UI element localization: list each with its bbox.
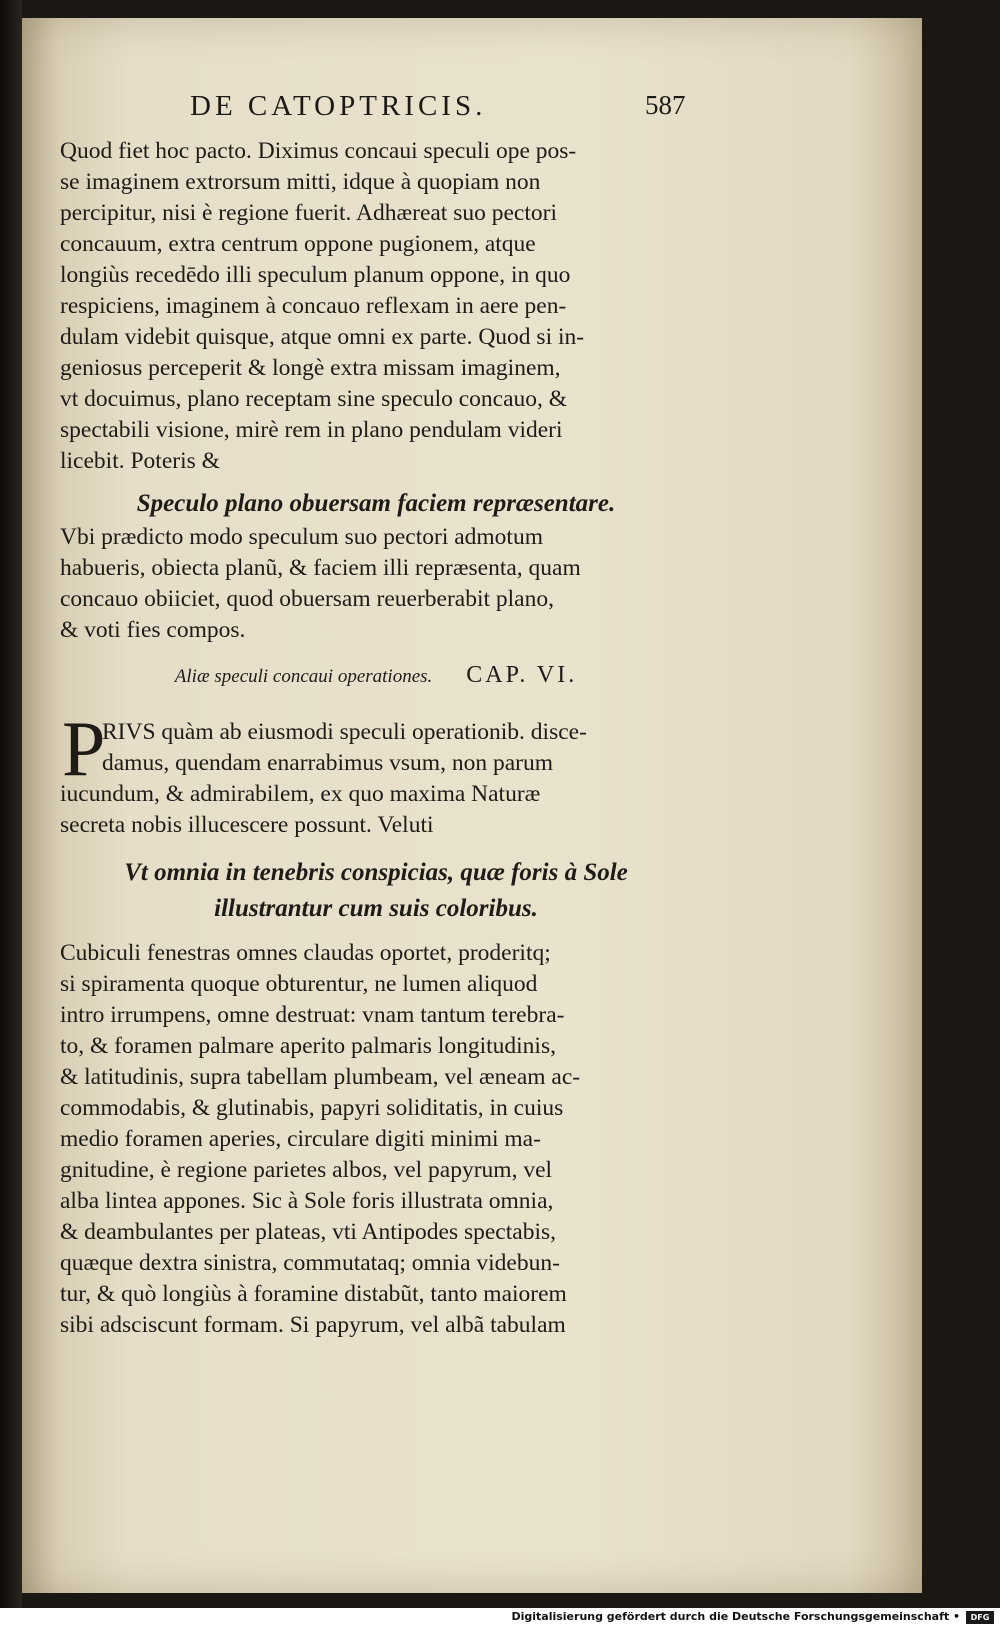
text-line: RIVS quàm ab eiusmodi speculi operationib. disce- bbox=[102, 719, 587, 745]
text-line: Quod fiet hoc pacto. Diximus concaui speculi ope pos- bbox=[60, 138, 577, 164]
text-line: dulam videbit quisque, atque omni ex parte. Quod si in- bbox=[60, 324, 585, 350]
text-line: spectabili visione, mirè rem in plano pendulam videri bbox=[60, 417, 563, 443]
text-line: & voti fies compos. bbox=[60, 617, 246, 643]
text-line: & latitudinis, supra tabellam plumbeam, vel æneam ac- bbox=[60, 1064, 581, 1090]
section-heading: Speculo plano obuersam faciem repræsentare. bbox=[136, 490, 616, 517]
text-line: tur, & quò longiùs à foramine distabũt, tanto maiorem bbox=[60, 1281, 567, 1307]
text-line: medio foramen aperies, circulare digiti minimi ma- bbox=[60, 1126, 541, 1152]
paragraph-4 bbox=[60, 938, 692, 1341]
funding-notice: Digitalisierung gefördert durch die Deutsche Forschungsgemeinschaft • bbox=[511, 1610, 960, 1623]
text-line: concauo obiiciet, quod obuersam reuerberabit plano, bbox=[60, 586, 554, 612]
page-gutter-shadow bbox=[0, 0, 22, 1608]
text-line: alba lintea appones. Sic à Sole foris illustrata omnia, bbox=[60, 1188, 554, 1214]
text-line: commodabis, & glutinabis, papyri soliditatis, in cuius bbox=[60, 1095, 564, 1121]
text-line: & deambulantes per plateas, vti Antipodes spectabis, bbox=[60, 1219, 556, 1245]
text-line: quæque dextra sinistra, commutataq; omnia videbun- bbox=[60, 1250, 560, 1276]
section-heading-2 bbox=[60, 855, 692, 927]
text-line: geniosus perceperit & longè extra missam imaginem, bbox=[60, 355, 561, 381]
text-line: gnitudine, è regione parietes albos, vel papyrum, vel bbox=[60, 1157, 553, 1183]
chapter-number: CAP. VI. bbox=[466, 662, 578, 688]
paragraph-2 bbox=[60, 522, 692, 646]
running-head: DE CATOPTRICIS. bbox=[190, 90, 487, 122]
text-line: intro irrumpens, omne destruat: vnam tantum terebra- bbox=[60, 1002, 565, 1028]
section-heading-line: illustrantur cum suis coloribus. bbox=[214, 895, 538, 922]
text-line: vt docuimus, plano receptam sine speculo concauo, & bbox=[60, 386, 568, 412]
text-line: to, & foramen palmare aperito palmaris longitudinis, bbox=[60, 1033, 556, 1059]
text-line: secreta nobis illucescere possunt. Veluti bbox=[60, 812, 434, 838]
section-heading-1 bbox=[60, 486, 692, 522]
dfg-logo: DFG bbox=[966, 1611, 994, 1624]
text-line: habueris, obiecta planũ, & faciem illi repræsenta, quam bbox=[60, 555, 581, 581]
text-line: Vbi prædicto modo speculum suo pectori admotum bbox=[60, 524, 543, 550]
text-line: Cubiculi fenestras omnes claudas oportet, proderitq; bbox=[60, 940, 551, 966]
text-line: se imaginem extrorsum mitti, idque à quopiam non bbox=[60, 169, 541, 195]
text-line: iucundum, & admirabilem, ex quo maxima Naturæ bbox=[60, 781, 541, 807]
text-line: damus, quendam enarrabimus vsum, non parum bbox=[102, 750, 553, 776]
text-line: si spiramenta quoque obturentur, ne lumen aliquod bbox=[60, 971, 538, 997]
text-line: respiciens, imaginem à concauo reflexam in aere pen- bbox=[60, 293, 567, 319]
page-number: 587 bbox=[645, 90, 686, 120]
text-line: concauum, extra centrum oppone pugionem, atque bbox=[60, 231, 536, 257]
text-line: sibi adsciscunt formam. Si papyrum, vel albã tabulam bbox=[60, 1312, 566, 1338]
text-line: licebit. Poteris & bbox=[60, 448, 220, 474]
paragraph-1 bbox=[60, 136, 692, 477]
chapter-title: Aliæ speculi concaui operationes. bbox=[174, 666, 433, 687]
paragraph-3 bbox=[60, 717, 692, 841]
text-line: longiùs recedēdo illi speculum planum oppone, in quo bbox=[60, 262, 571, 288]
text-line: percipitur, nisi è regione fuerit. Adhæreat suo pectori bbox=[60, 200, 557, 226]
section-heading-line: Vt omnia in tenebris conspicias, quæ foris à Sole bbox=[124, 859, 628, 886]
footer-bar bbox=[0, 1608, 1000, 1628]
drop-capital: P bbox=[62, 705, 106, 792]
chapter-heading bbox=[60, 662, 692, 689]
